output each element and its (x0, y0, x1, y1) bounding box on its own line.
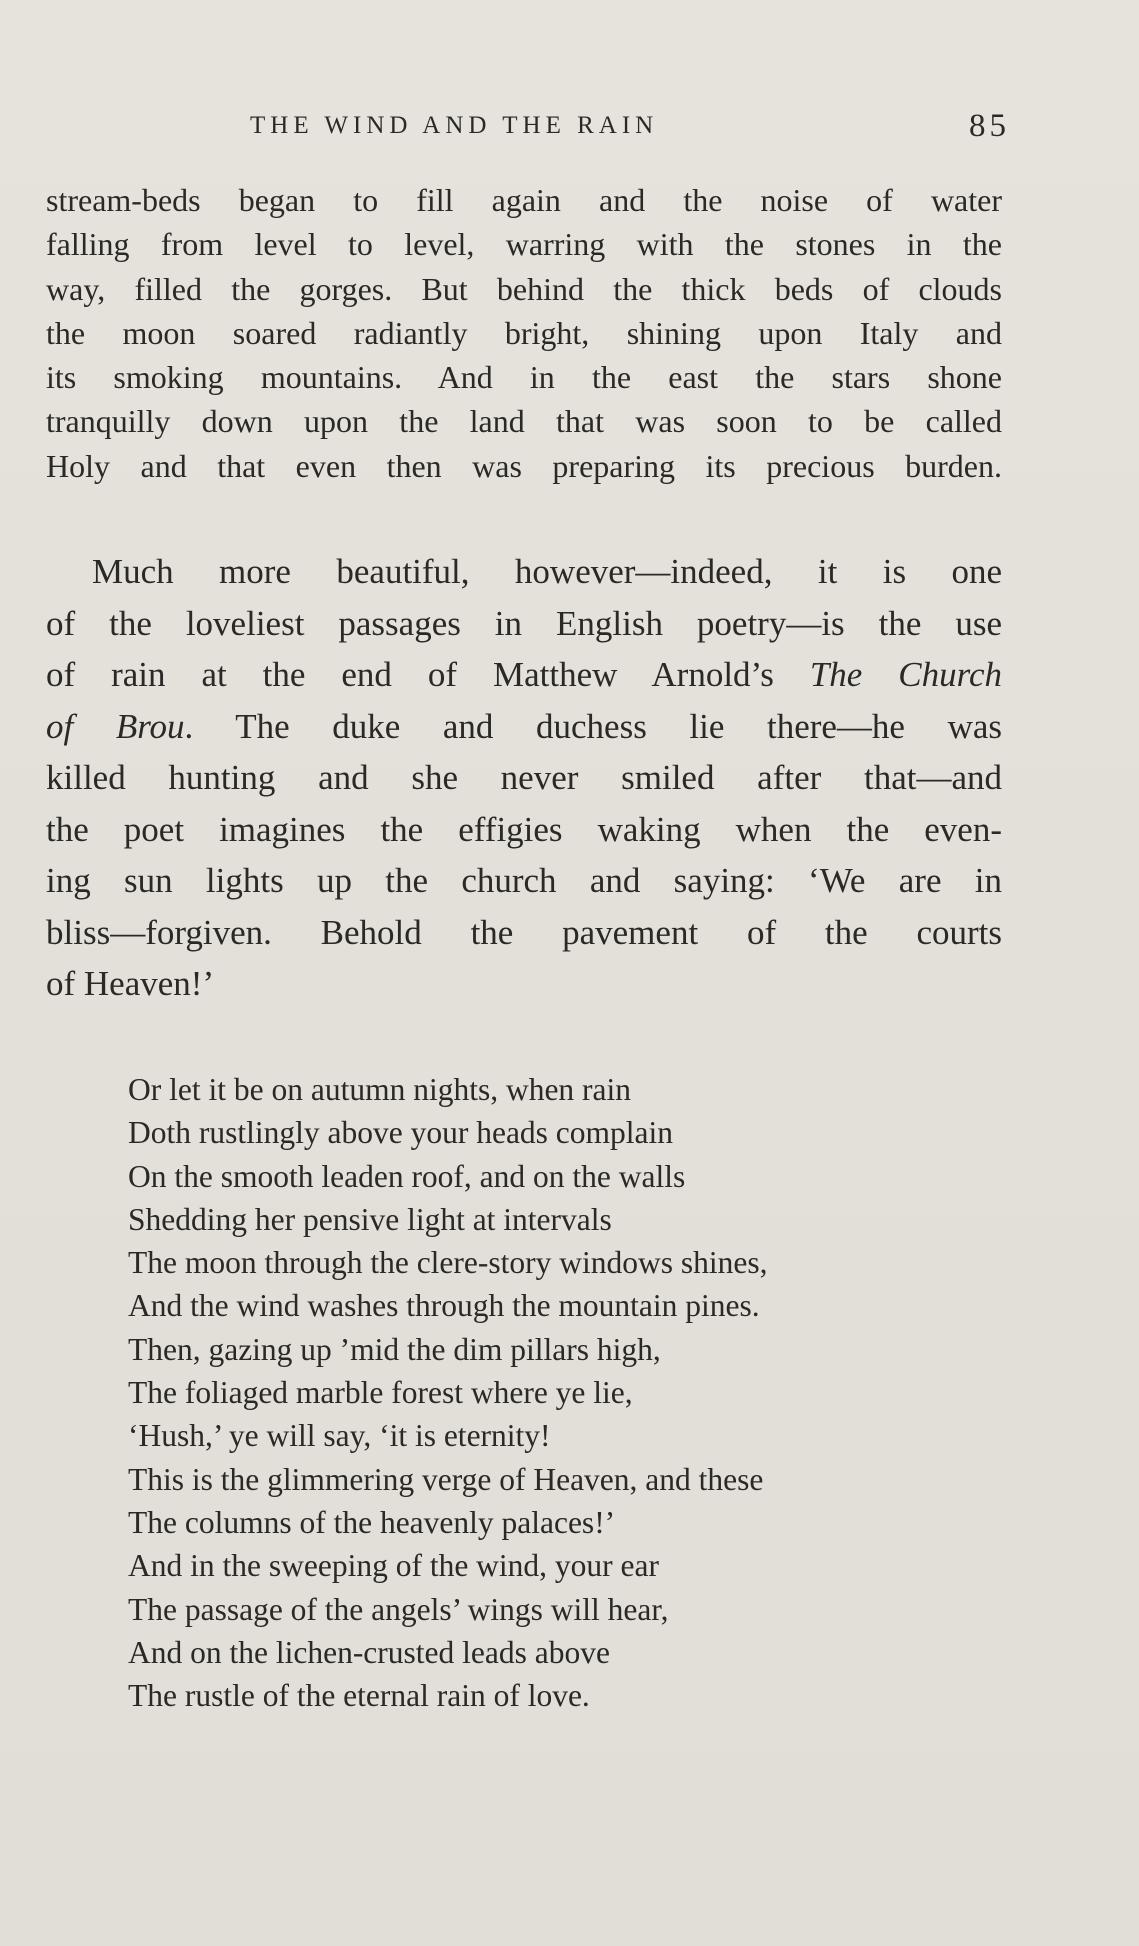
text-line: of Heaven!’ (46, 964, 215, 1003)
poem-line: The columns of the heavenly palaces!’ (128, 1504, 616, 1540)
poem-line: Doth rustlingly above your heads complain (128, 1115, 674, 1151)
paragraph-arnold (46, 546, 1002, 1010)
text-line: the poet imagines the effigies waking when the even- (46, 809, 1002, 849)
text-line: falling from level to level, warring with the stones in the (46, 226, 1002, 263)
text-line: ing sun lights up the church and saying: ‘We are in (46, 861, 1002, 900)
paragraph-continuation (46, 178, 1002, 488)
text-line: bliss—forgiven. Behold the pavement of the courts (46, 912, 1002, 952)
poem-line: This is the glimmering verge of Heaven, and these (128, 1461, 764, 1497)
poem-line: The foliaged marble forest where ye lie, (128, 1375, 633, 1411)
poem-line: On the smooth leaden roof, and on the walls (128, 1158, 686, 1194)
poem-line: And in the sweeping of the wind, your ear (128, 1548, 659, 1584)
poem-line: The rustle of the eternal rain of love. (128, 1678, 590, 1714)
book-title-italic: The Church (809, 655, 1002, 694)
page-header (250, 108, 1010, 152)
text-line: its smoking mountains. And in the east the stars shone (46, 359, 1002, 396)
book-title-italic: of Brou (46, 706, 185, 746)
poem-line: The moon through the clere-story windows shines, (128, 1245, 768, 1281)
text-line: tranquilly down upon the land that was soon to be called (46, 403, 1002, 440)
page-number: 85 (969, 108, 1010, 144)
poem-line: And on the lichen-crusted leads above (128, 1634, 610, 1670)
poem-line: Then, gazing up ’mid the dim pillars high, (128, 1331, 661, 1367)
poem-line: The passage of the angels’ wings will hear, (128, 1591, 669, 1627)
text-line: killed hunting and she never smiled after that—and (46, 758, 1002, 797)
text-line (46, 701, 1002, 753)
running-title: THE WIND AND THE RAIN (250, 112, 659, 139)
text-run: of rain at the end of Matthew Arnold’s (46, 655, 810, 694)
text-line (46, 649, 1002, 701)
poem-quotation (128, 1068, 1008, 1717)
text-line: Much more beautiful, however—indeed, it is one (92, 552, 1002, 591)
text-line: Holy and that even then was preparing its precious burden. (46, 447, 1002, 484)
poem-line: Shedding her pensive light at intervals (128, 1201, 612, 1237)
text-line: stream-beds began to fill again and the noise of water (46, 182, 1002, 218)
text-line: the moon soared radiantly bright, shining upon Italy and (46, 314, 1002, 351)
text-line: way, filled the gorges. But behind the thick beds of clouds (46, 270, 1002, 307)
poem-line: Or let it be on autumn nights, when rain (128, 1072, 632, 1107)
text-run: . The duke and duchess lie there—he was (184, 706, 1002, 746)
poem-line: ‘Hush,’ ye will say, ‘it is eternity! (128, 1418, 551, 1454)
poem-line: And the wind washes through the mountain pines. (128, 1288, 760, 1324)
text-line: of the loveliest passages in English poetry—is the use (46, 603, 1002, 643)
